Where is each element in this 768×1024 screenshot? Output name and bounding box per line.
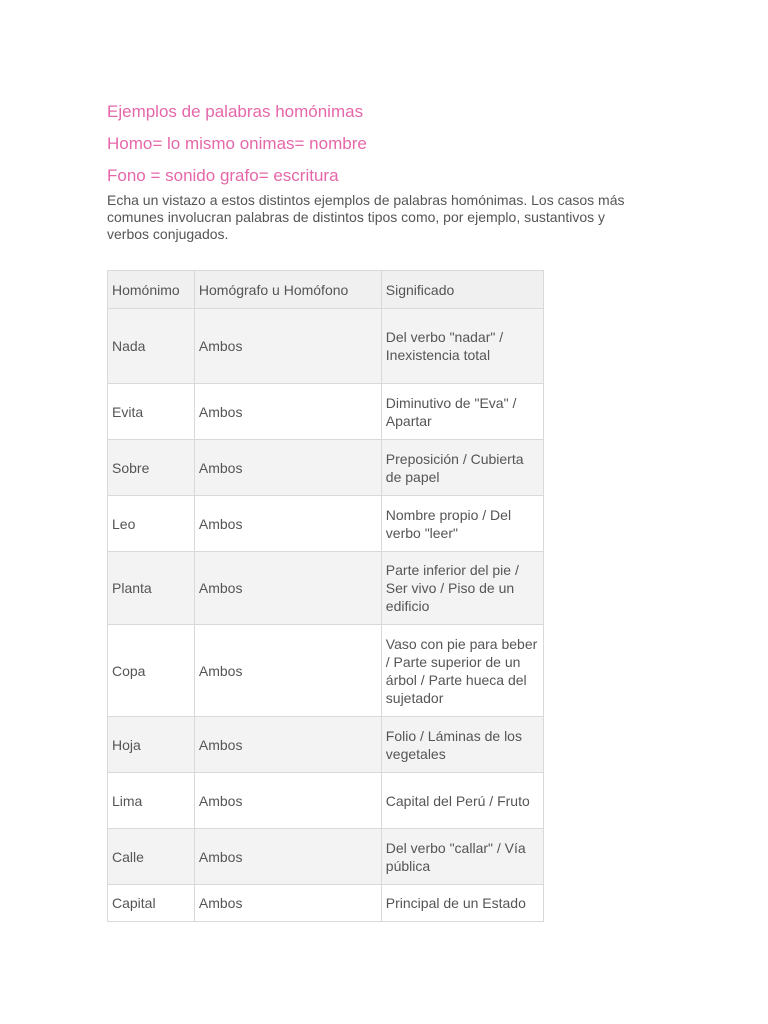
homonyms-table — [107, 270, 544, 922]
cell-homonimo: Lima — [108, 773, 195, 829]
cell-significado: Capital del Perú / Fruto — [381, 773, 543, 829]
table-row — [108, 552, 544, 625]
cell-significado: Nombre propio / Del verbo "leer" — [381, 496, 543, 552]
cell-significado: Principal de un Estado — [381, 885, 543, 922]
cell-tipo: Ambos — [194, 773, 381, 829]
table-row — [108, 829, 544, 885]
cell-homonimo: Capital — [108, 885, 195, 922]
cell-tipo: Ambos — [194, 717, 381, 773]
cell-significado: Del verbo "callar" / Vía pública — [381, 829, 543, 885]
cell-tipo: Ambos — [194, 625, 381, 717]
table-row — [108, 625, 544, 717]
cell-tipo: Ambos — [194, 384, 381, 440]
subtitle-fono: Fono = sonido grafo= escritura — [107, 166, 339, 185]
document-page — [107, 100, 647, 911]
cell-tipo: Ambos — [194, 309, 381, 384]
column-header-tipo: Homógrafo u Homófono — [194, 271, 381, 309]
cell-homonimo: Planta — [108, 552, 195, 625]
cell-significado: Preposición / Cubierta de papel — [381, 440, 543, 496]
subtitle-homo: Homo= lo mismo onimas= nombre — [107, 134, 367, 153]
cell-significado: Parte inferior del pie / Ser vivo / Piso de un edificio — [381, 552, 543, 625]
intro-paragraph: Echa un vistazo a estos distintos ejemplos de palabras homónimas. Los casos más comunes involucran palabras de distintos tipos como, por ejemplo, sustantivos y verbos conjugados. — [107, 192, 625, 242]
cell-homonimo: Hoja — [108, 717, 195, 773]
table-row — [108, 885, 544, 922]
cell-significado: Del verbo "nadar" / Inexistencia total — [381, 309, 543, 384]
cell-homonimo: Copa — [108, 625, 195, 717]
cell-tipo: Ambos — [194, 552, 381, 625]
table-row — [108, 773, 544, 829]
table-row — [108, 440, 544, 496]
cell-significado: Folio / Láminas de los vegetales — [381, 717, 543, 773]
cell-homonimo: Calle — [108, 829, 195, 885]
cell-significado: Vaso con pie para beber / Parte superior de un árbol / Parte hueca del sujetador — [381, 625, 543, 717]
cell-significado: Diminutivo de "Eva" / Apartar — [381, 384, 543, 440]
table-row — [108, 717, 544, 773]
column-header-homonimo: Homónimo — [108, 271, 195, 309]
cell-tipo: Ambos — [194, 440, 381, 496]
cell-homonimo: Evita — [108, 384, 195, 440]
table-header-row — [108, 271, 544, 309]
cell-tipo: Ambos — [194, 496, 381, 552]
table-row — [108, 496, 544, 552]
column-header-significado: Significado — [381, 271, 543, 309]
cell-tipo: Ambos — [194, 829, 381, 885]
page-title: Ejemplos de palabras homónimas — [107, 102, 364, 121]
table-row — [108, 309, 544, 384]
cell-homonimo: Leo — [108, 496, 195, 552]
cell-homonimo: Nada — [108, 309, 195, 384]
cell-homonimo: Sobre — [108, 440, 195, 496]
cell-tipo: Ambos — [194, 885, 381, 922]
table-row — [108, 384, 544, 440]
